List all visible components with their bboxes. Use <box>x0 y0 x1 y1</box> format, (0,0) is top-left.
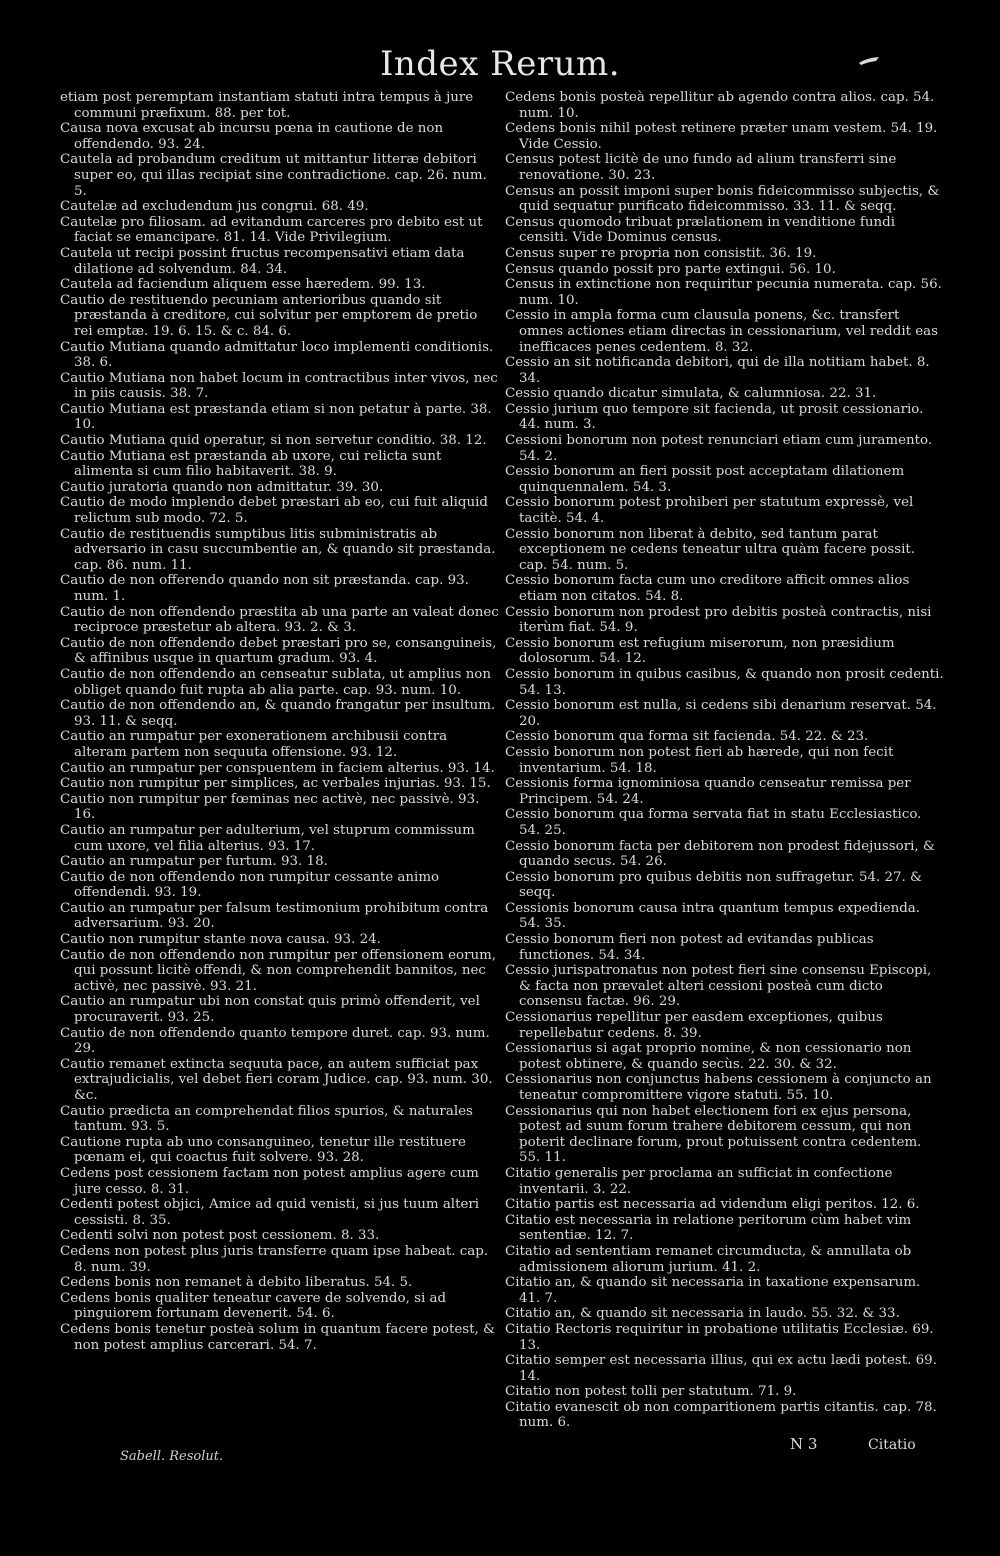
index-entry: Cessionis forma ignominiosa quando censeatur remissa per Principem. 54. 24. <box>505 776 911 807</box>
index-entry: Cedens post cessionem factam non potest amplius agere cum jure cesso. 8. 31. <box>60 1165 479 1197</box>
index-entry: Citatio evanescit ob non comparitionem partis citantis. cap. 78. num. 6. <box>505 1399 937 1431</box>
index-entry: Cautio an rumpatur per exonerationem archibusii contra alteram partem non sequuta offensione. 93. 12. <box>60 729 448 760</box>
index-entry: Census quando possit pro parte extingui. 56. 10. <box>505 261 836 277</box>
page-title: Index Rerum. <box>379 44 621 84</box>
index-entry: Cedens bonis qualiter teneatur cavere de solvendo, si ad pinguiorem fortunam devenerit. 54. 6. <box>60 1290 447 1322</box>
index-entry: Cautio de restituendo pecuniam anterioribus quando sit præstanda à creditore, cui solvitur per emptorem de pretio rei emptæ. 19. 6. 15. & c. 84. 6. <box>60 292 478 339</box>
index-entry: Cedens bonis non remanet à debito liberatus. 54. 5. <box>60 1275 413 1291</box>
index-entry: Cessionis bonorum causa intra quantum tempus expedienda. 54. 35. <box>505 900 921 932</box>
index-entry: Cautela ut recipi possint fructus recompensativi etiam data dilatione ad solvendum. 84. 34. <box>60 245 465 277</box>
index-entry: Citatio est necessaria in relatione peritorum cùm habet vim sententiæ. 12. 7. <box>505 1212 912 1244</box>
index-entry: Cautione rupta ab uno consanguineo, tenetur ille restituere pœnam ei, qui coactus fuit solvere. 93. 28. <box>60 1134 466 1166</box>
index-entry: Cessionarius non conjunctus habens cessionem à conjuncto an teneatur compromittere vigore statuti. 55. 10. <box>505 1072 932 1103</box>
index-entry: Cautio de non offerendo quando non sit præstanda. cap. 93. num. 1. <box>60 573 469 604</box>
index-entry: Cessio bonorum qua forma sit facienda. 54. 22. & 23. <box>505 729 869 745</box>
index-entry: Cessionarius qui non habet electionem fori ex ejus persona, potest ad suum forum trahere debitorem cessum, qui non poterit declinare forum, prout potuissent contra cedentem. 55. 11. <box>505 1103 922 1166</box>
index-entry: Cautio an rumpatur per furtum. 93. 18. <box>60 854 328 870</box>
index-entry: Cedens non potest plus juris transferre quam ipse habeat. cap. 8. num. 39. <box>60 1243 489 1275</box>
index-entry: Cautio de non offendendo an, & quando frangatur per insultum. 93. 11. & seqq. <box>60 698 496 729</box>
index-entry: Cessio bonorum potest prohiberi per statutum expressè, vel tacitè. 54. 4. <box>505 495 914 527</box>
index-entry: Cautela ad probandum creditum ut mittantur litteræ debitori super eo, qui illas recipiat sine contradictione. cap. 26. num. 5. <box>60 152 487 199</box>
index-entry: Cautio de non offendendo non rumpitur cessante animo offendendi. 93. 19. <box>60 869 440 901</box>
index-entry: Census super re propria non consistit. 36. 19. <box>505 245 817 261</box>
signature-mark: N 3 <box>790 1435 818 1453</box>
index-entry: Cedenti potest objici, Amice ad quid venisti, si jus tuum alteri cessisti. 8. 35. <box>60 1197 480 1228</box>
catchword: Citatio <box>868 1437 916 1453</box>
index-entry: Cautio an rumpatur per falsum testimonium prohibitum contra adversarium. 93. 20. <box>60 900 489 932</box>
index-entry: Census quomodo tribuat prælationem in venditione fundi censiti. Vide Dominus census. <box>505 214 895 246</box>
ink-mark-icon <box>858 56 880 66</box>
index-entry: Census an possit imponi super bonis fideicommisso subjectis, & quid sequatur purificato fideicommisso. 33. 11. & seqq. <box>505 183 940 215</box>
index-entry: Cessionarius si agat proprio nomine, & non cessionario non potest obtinere, & quando secùs. 22. 30. & 32. <box>505 1041 912 1072</box>
index-entry: Causa nova excusat ab incursu pœna in cautione de non offendendo. 93. 24. <box>60 121 444 152</box>
index-entry: Cautio Mutiana est præstanda etiam si non petatur à parte. 38. 10. <box>60 401 492 433</box>
index-entry: Citatio non potest tolli per statutum. 71. 9. <box>505 1384 797 1400</box>
index-entry: Cedens bonis tenetur posteà solum in quantum facere potest, & non potest amplius carcerari. 54. 7. <box>60 1321 495 1353</box>
index-entry: Citatio generalis per proclama an sufficiat in confectione inventarii. 3. 22. <box>505 1165 893 1197</box>
index-entry: Census potest licitè de uno fundo ad alium transferri sine renovatione. 30. 23. <box>505 152 897 183</box>
index-entry: Cautio an rumpatur ubi non constat quis primò offenderit, vel procuraverit. 93. 25. <box>60 994 480 1026</box>
index-entry: Cautio de non offendendo debet præstari pro se, consanguineis, & affinibus usque in quartum gradum. 93. 4. <box>60 635 497 667</box>
index-entry: Cautio non rumpitur per fœminas nec activè, nec passivè. 93. 16. <box>60 791 480 823</box>
index-column-right <box>505 90 945 1431</box>
index-entry: Cautio de non offendendo quanto tempore duret. cap. 93. num. 29. <box>60 1025 490 1057</box>
index-entry: Cautio an rumpatur per conspuentem in faciem alterius. 93. 14. <box>60 760 495 776</box>
index-entry: Cautio juratoria quando non admittatur. 39. 30. <box>60 479 384 495</box>
index-entry: Cessio bonorum non liberat à debito, sed tantum parat exceptionem ne cedens teneatur ultra quàm facere possit. cap. 54. num. 5. <box>505 526 915 573</box>
index-entry: Cessio an sit notificanda debitori, qui de illa notitiam habet. 8. 34. <box>505 355 930 386</box>
index-entry: Cautio Mutiana est præstanda ab uxore, cui relicta sunt alimenta si cum filio habitaverit. 38. 9. <box>60 448 442 480</box>
index-entry: Citatio ad sententiam remanet circumducta, & annullata ob admissionem aliorum jurium. 41. 2. <box>505 1243 912 1275</box>
index-entry: Cedens bonis nihil potest retinere præter unam vestem. 54. 19. Vide Cessio. <box>505 121 938 152</box>
index-entry: Cessio bonorum fieri non potest ad evitandas publicas functiones. 54. 34. <box>505 932 874 963</box>
index-entry: Cautio Mutiana quando admittatur loco implementi conditionis. 38. 6. <box>60 339 494 371</box>
index-entry: Citatio Rectoris requiritur in probatione utilitatis Ecclesiæ. 69. 13. <box>505 1321 934 1353</box>
index-entry: Cessioni bonorum non potest renunciari etiam cum juramento. 54. 2. <box>505 433 933 464</box>
index-entry: Cedens bonis posteà repellitur ab agendo contra alios. cap. 54. num. 10. <box>505 90 935 121</box>
index-entry: Cautio an rumpatur per adulterium, vel stuprum commissum cum uxore, vel filia alterius. 93. 17. <box>60 822 475 854</box>
index-entry: Cessio bonorum facta per debitorem non prodest fidejussori, & quando secus. 54. 26. <box>505 838 935 870</box>
index-entry: Cessio bonorum in quibus casibus, & quando non prosit cedenti. 54. 13. <box>505 666 944 698</box>
index-entry: Cessionarius repellitur per easdem exceptiones, quibus repellebatur cedens. 8. 39. <box>505 1010 883 1041</box>
index-entry: Cessio bonorum an fieri possit post acceptatam dilationem quinquennalem. 54. 3. <box>505 464 905 495</box>
index-entry: Cautio de non offendendo præstita ab una parte an valeat donec reciproce præstetur ab altera. 93. 2. & 3. <box>60 604 499 636</box>
index-entry: Cautelæ pro filiosam. ad evitandum carceres pro debito est ut faciat se emancipare. 81. 14. Vide Privilegium. <box>60 214 483 246</box>
index-entry: Cessio bonorum non prodest pro debitis posteà contractis, nisi iterùm fiat. 54. 9. <box>505 604 932 636</box>
index-entry: Cedenti solvi non potest post cessionem. 8. 33. <box>60 1228 380 1244</box>
index-entry: Cautio de modo implendo debet præstari ab eo, cui fuit aliquid relictum sub modo. 72. 5. <box>60 495 488 527</box>
index-entry: Cessio bonorum qua forma servata fiat in statu Ecclesiastico. 54. 25. <box>505 807 922 838</box>
index-entry: Census in extinctione non requiritur pecunia numerata. cap. 56. num. 10. <box>505 277 942 308</box>
index-entry: Cessio bonorum pro quibus debitis non suffragetur. 54. 27. & seqq. <box>505 869 922 901</box>
index-entry: Cautio Mutiana quid operatur, si non servetur conditio. 38. 12. <box>60 433 487 449</box>
index-entry: etiam post peremptam instantiam statuti intra tempus à jure communi præfixum. 88. per tot. <box>60 90 474 121</box>
index-entry: Cautio non rumpitur stante nova causa. 93. 24. <box>60 932 381 948</box>
index-entry: Cessio jurispatronatus non potest fieri sine consensu Episcopi, & facta non prævalet alteri cessioni posteà cum dicto consensu factæ. 96. 29. <box>505 963 932 1010</box>
index-entry: Cautio non rumpitur per simplices, ac verbales injurias. 93. 15. <box>60 776 491 792</box>
index-entry: Cessio bonorum est nulla, si cedens sibi denarium reservat. 54. 20. <box>505 698 937 729</box>
index-entry: Cautio de non offendendo non rumpitur per offensionem eorum, qui possunt licitè offendi, & non comprehendit bannitos, nec activè, nec passivè. 93. 21. <box>60 947 497 994</box>
index-entry: Cessio bonorum non potest fieri ab hærede, qui non fecit inventarium. 54. 18. <box>505 744 894 776</box>
index-entry: Citatio semper est necessaria illius, qui ex actu lædi potest. 69. 14. <box>505 1353 937 1384</box>
index-column-left <box>60 90 500 1353</box>
index-entry: Cautela ad faciendum aliquem esse hæredem. 99. 13. <box>60 277 426 293</box>
index-entry: Cessio in ampla forma cum clausula ponens, &c. transfert omnes actiones etiam directas in cessionarium, vel reddit eas inefficaces penes cedentem. 8. 32. <box>505 308 939 355</box>
index-entry: Cautio prædicta an comprehendat filios spurios, & naturales tantum. 93. 5. <box>60 1103 473 1135</box>
index-entry: Cautio Mutiana non habet locum in contractibus inter vivos, nec in piis causis. 38. 7. <box>60 370 498 402</box>
index-entry: Cautio remanet extincta sequuta pace, an autem sufficiat pax extrajudicialis, vel debet fieri coram Judice. cap. 93. num. 30. &c. <box>60 1056 493 1103</box>
index-entry: Citatio an, & quando sit necessaria in taxatione expensarum. 41. 7. <box>505 1275 921 1306</box>
index-entry: Cessio bonorum facta cum uno creditore afficit omnes alios etiam non citatos. 54. 8. <box>505 573 910 604</box>
index-entry: Cautelæ ad excludendum jus congrui. 68. 49. <box>60 199 369 215</box>
index-entry: Cessio bonorum est refugium miserorum, non præsidium dolosorum. 54. 12. <box>505 635 895 667</box>
index-entry: Citatio partis est necessaria ad videndum eligi peritos. 12. 6. <box>505 1197 920 1213</box>
index-entry: Cautio de restituendis sumptibus litis subministratis ab adversario in casu succumbentie an, & quando sit præstanda. cap. 86. num. 11. <box>60 526 496 573</box>
index-entry: Cautio de non offendendo an censeatur sublata, ut amplius non obliget quando fuit rupta ab alia parte. cap. 93. num. 10. <box>60 666 491 698</box>
index-entry: Citatio an, & quando sit necessaria in laudo. 55. 32. & 33. <box>505 1306 900 1322</box>
author-note: Sabell. Resolut. <box>120 1449 224 1464</box>
index-entry: Cessio jurium quo tempore sit facienda, ut prosit cessionario. 44. num. 3. <box>505 401 924 433</box>
index-entry: Cessio quando dicatur simulata, & calumniosa. 22. 31. <box>505 386 877 402</box>
